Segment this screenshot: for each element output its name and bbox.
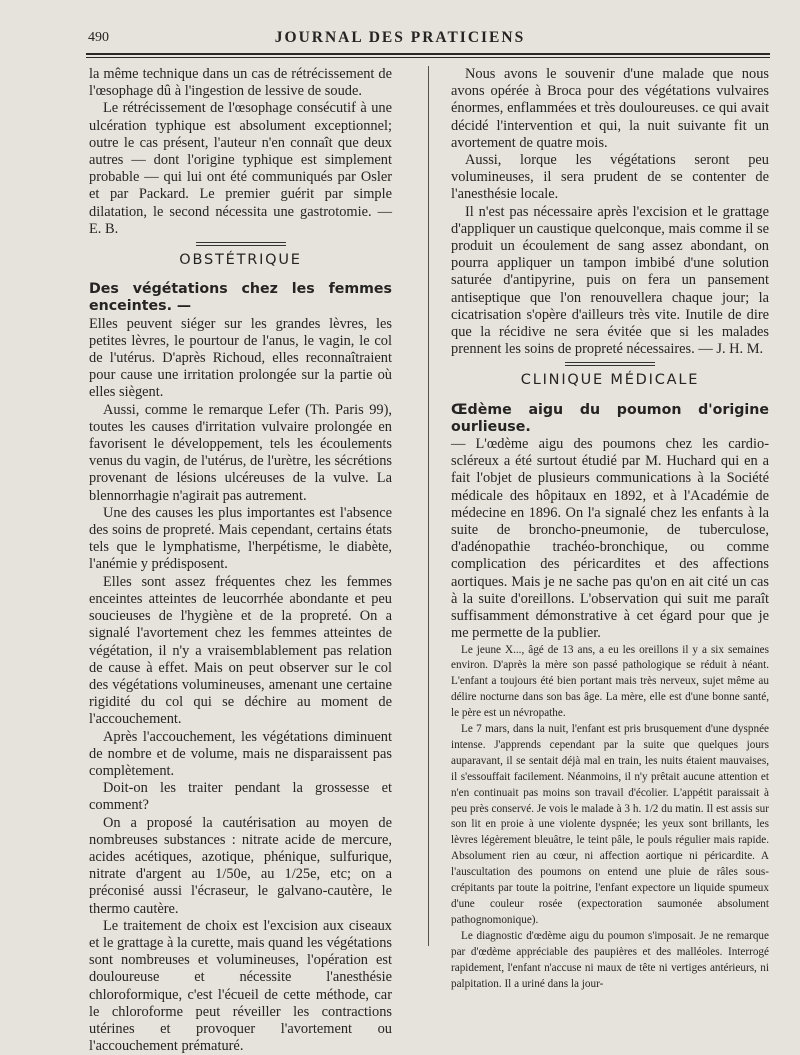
article-title: Œdème aigu du poumon d'origine ourlieuse. (451, 401, 769, 435)
paragraph: Elles sont assez fréquentes chez les femmes enceintes atteintes de leucorrhée abondante et peu soucieuses de l'hygiène et de la propreté. On a signalé l'avortement chez les femmes atteintes de végétation, il n'y a vraisemblablement pas relation de cause à effet. Mais on peut observer sur le col des végétations volumineuses, amenant une certaine rigidité du col qui se déchire au moment de l'accouchement. (89, 573, 392, 728)
case-paragraph: Le diagnostic d'œdème aigu du poumon s'imposait. Je ne remarque par d'œdème appréciable des paupières et des malléoles. Interrogé rapidement, l'enfant n'accuse ni maux de tête ni vertiges antérieurs, ni palpitation. Il a uriné dans la jour- (451, 929, 769, 990)
left-column (89, 66, 392, 1055)
paragraph: Aussi, comme le remarque Lefer (Th. Paris 99), toutes les causes d'irritation vulvaire prolongée en favorisent le développement, tels les écoulements venus du vagin, de l'utérus, de l'urètre, les sécrétions provenant de lésions ulcéreuses de la vulve. La blennorrhagie n'agirait pas autrement. (89, 401, 392, 504)
header-rule (86, 53, 770, 55)
paragraph: Une des causes les plus importantes est l'absence des soins de propreté. Mais cependant, certains états tels que le lymphatisme, l'herpétisme, le diabète, l'anémie y prédisposent. (89, 504, 392, 573)
section-separator (196, 242, 286, 246)
header-rule-thin (86, 57, 770, 58)
paragraph: Nous avons le souvenir d'une malade que nous avons opérée à Broca pour des végétations vulvaires énormes, enflammées et très douloureuses. ce qui avait décidé l'intervention et qui, la nuit suivante fit un avortement de quatre mois. (451, 66, 769, 151)
paragraph: Il n'est pas nécessaire après l'excision et le grattage d'appliquer un caustique quelconque, mais comme il se produit un écoulement de sang assez abondant, on pourra appliquer un tampon imbibé d'une solution saturée d'antipyrine, puis on fera un pansement antiseptique que l'on renouvellera chaque jour; la cicatrisation s'opère d'ailleurs très vite. Inutile de dire que la récidive ne sera évitée que si les malades prennent les soins de propreté nécessaires. — J. H. M. (451, 203, 769, 358)
paragraph: Aussi, lorque les végétations seront peu volumineuses, il sera prudent de se contenter de l'anesthésie locale. (451, 152, 769, 203)
section-separator (565, 362, 655, 366)
case-paragraph: Le 7 mars, dans la nuit, l'enfant est pris brusquement d'une dyspnée intense. J'apprends cependant par la suite que quelques jours auparavant, il se sentait déjà mal en train, les nuits étaient mauvaises, il s'essouffait facilement. Néanmoins, il n'y prêtait aucune attention et n'en continuait pas moins son travail d'écolier. L'appétit paraissait à peu près conservé. Je vois le malade à 3 h. 1/2 du matin. Il est assis sur son lit en proie à une violente dyspnée; les yeux sont brillants, les lèvres légèrement bleuâtre, le teint pâle, le pouls régulier mais rapide. Absolument rien au cœur, ni affection aortique ni péricardite. A l'auscultation des poumons on entend une pluie de râles sous-crépitants par toute la poitrine, l'enfant expectore un liquide spumeux d'une couleur rosée (expectoration saumonée absolument pathognomonique). (451, 723, 769, 926)
case-paragraph: Le jeune X..., âgé de 13 ans, a eu les oreillons il y a six semaines environ. D'après la mère son passé pathologique se réduit à néant. L'enfant a toujours été bien portant mais très nerveux, sujet même au délire nocturne dans son bas âge. La mère, elle est d'une bonne santé, le père est un névropathe. (451, 643, 769, 720)
page-number: 490 (88, 30, 109, 45)
right-column (451, 66, 769, 992)
paragraph: Après l'accouchement, les végétations diminuent de nombre et de volume, mais ne disparaissent pas complètement. (89, 728, 392, 779)
running-title: JOURNAL DES PRATICIENS (274, 29, 526, 46)
paragraph: Doit-on les traiter pendant la grossesse et comment? (89, 780, 392, 814)
section-heading-clinique: CLINIQUE MÉDICALE (520, 372, 700, 389)
paragraph: Le traitement de choix est l'excision aux ciseaux et le grattage à la curette, mais quand les végétations sont nombreuses et volumineuses, l'opération est douloureuse et nécessite l'anesthésie chloroformique, c'est l'écueil de cette méthode, car le chloroforme peut réveiller les contractions utérines et provoquer l'avortement ou l'accouchement prématuré. (89, 917, 392, 1055)
paragraph: — L'œdème aigu des poumons chez les cardio-scléreux a été surtout étudié par M. Huchard qui en a fait l'objet de plusieurs communications à la Société médicale des hôpitaux en 1892, et à l'Académie de médecine en 1896. On l'a signalé chez les enfants à la suite de broncho-pneumonie, de tuberculose, d'adénopathie trachéo-bronchique, ou comme complication des péricardites et des affections aortiques. Mais je ne sache pas qu'on en ait cité un cas à la suite d'oreillons. L'observation qui suit me paraît suffisamment démonstrative à cet égard pour que je me permette de la publier. (451, 436, 769, 642)
paragraph: On a proposé la cautérisation au moyen de nombreuses substances : nitrate acide de mercure, acides acétiques, azotique, phénique, sulfurique, nitrate d'argent au 1/50e, au 1/25e, etc; on a préconisé aussi l'écraseur, le galvano-cautère, le thermo cautère. (89, 814, 392, 917)
section-heading-obstetrique: OBSTÉTRIQUE (179, 252, 302, 269)
paragraph: Le rétrécissement de l'œsophage consécutif à une ulcération typhique est absolument exceptionnel; outre le cas présent, l'auteur n'en connaît que deux autres — dont l'origine typhique est simplement probable — qui lui ont été communiqués par Osler et par Packard. Le premier guérit par simple dilatation, le second nécessita une gastrotomie. — E. B. (89, 100, 392, 237)
paragraph: la même technique dans un cas de rétrécissement de l'œsophage dû à l'ingestion de lessive de soude. (89, 66, 392, 100)
case-report (451, 643, 769, 993)
article-title: Des végétations chez les femmes enceintes. — (89, 281, 392, 315)
column-divider (428, 66, 429, 946)
paragraph: Elles peuvent siéger sur les grandes lèvres, les petites lèvres, le pourtour de l'anus, le vagin, le col de l'utérus. D'après Richoud, elles reconnaîtraient pour cause une irritation prolongée sur la partie où elles siègent. (89, 315, 392, 401)
